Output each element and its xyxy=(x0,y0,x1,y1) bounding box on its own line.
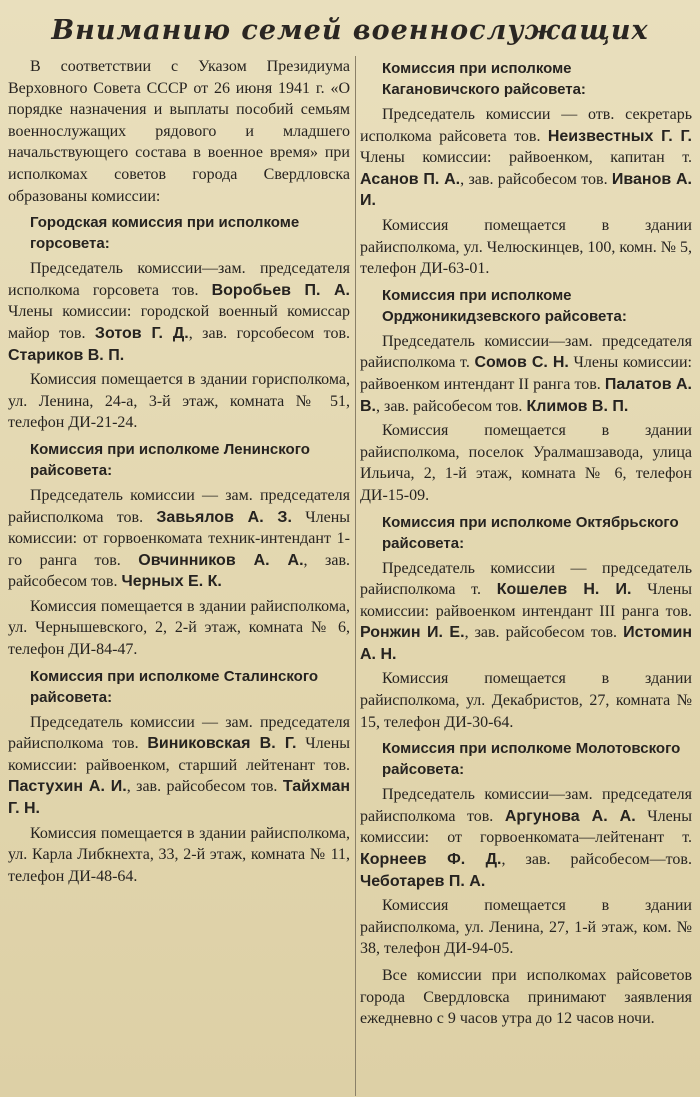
person-name: Сомов С. Н. xyxy=(474,354,569,372)
intro-paragraph: В соответствии с Указом Президиума Верховного Совета СССР от 26 июня 1941 г. «О порядке назначения и выплаты пособий семьям военнослужащих рядового и младшего начальствующего состава в военное время» при исполкомах советов города Свердловска образованы комиссии: xyxy=(8,58,350,205)
text-run: Члены комиссии: от горвоенкомата—лейтенант т. xyxy=(360,807,692,847)
text-run: , зав. райсобесом—тов. xyxy=(501,851,692,869)
text-run: Председатель комиссии — отв. секретарь исполкома райсовета тов. xyxy=(360,106,692,145)
members-paragraph xyxy=(360,558,692,666)
commission-gorsovet xyxy=(8,212,350,434)
members-paragraph xyxy=(8,485,350,593)
section-heading: Комиссия при исполкоме Октябрьского райсовета: xyxy=(382,513,679,552)
person-name: Палатов А. В. xyxy=(360,375,693,415)
article-title: Вниманию семей военнослужащих xyxy=(51,15,649,46)
text-run: Председатель комиссии — председатель райисполкома т. xyxy=(360,559,692,599)
location-paragraph: Комиссия помещается в здании райисполкома, ул. Декабристов, 27, комната № 15, телефон ДИ-30-64. xyxy=(360,670,692,731)
person-name: Виниковская В. Г. xyxy=(147,735,297,753)
members-paragraph xyxy=(360,104,692,212)
section-heading: Комиссия при исполкоме Орджоникидзевского райсовета: xyxy=(382,286,627,325)
text-run: , зав. райсобесом тов. xyxy=(8,551,350,591)
members-paragraph xyxy=(8,712,350,820)
text-run: Члены комиссии: райвоенком, старший лейтенант тов. xyxy=(8,735,351,774)
text-run: , зав. горсобесом тов. xyxy=(188,324,351,342)
members-paragraph xyxy=(8,258,350,366)
person-name: Асанов П. А. xyxy=(360,170,461,188)
location-paragraph: Комиссия помещается в здании горисполкома, ул. Ленина, 24-а, 3-й этаж, комната № 51, телефон ДИ-21-24. xyxy=(8,371,350,432)
text-run: , зав. райсобесом тов. xyxy=(376,397,527,415)
person-name: Воробьев П. А. xyxy=(211,281,350,299)
location-paragraph: Комиссия помещается в здании райисполкома, ул. Чернышевского, 2, 2-й этаж, комната № 6, телефон ДИ-84-47. xyxy=(8,597,350,659)
person-name: Чеботарев П. А. xyxy=(360,872,486,890)
section-heading: Комиссия при исполкоме Сталинского райсовета: xyxy=(30,667,319,706)
closing-paragraph: Все комиссии при исполкомах райсоветов города Свердловска принимают заявления ежедневно с 9 часов утра до 12 часов ночи. xyxy=(360,967,692,1028)
person-name: Пастухин А. И. xyxy=(8,778,127,796)
commission-molotovsky xyxy=(360,738,692,960)
members-paragraph xyxy=(360,784,692,892)
commission-oktyabrsky xyxy=(360,512,692,734)
person-name: Аргунова А. А. xyxy=(504,807,636,825)
text-run: Члены комиссии: райвоенком интендант III ранга тов. xyxy=(360,581,692,620)
location-paragraph: Комиссия помещается в здании райисполкома, поселок Уралмашзавода, улица Ильича, 2, 1-й этаж, комната № 6, телефон ДИ-15-09. xyxy=(360,422,692,504)
location-paragraph: Комиссия помещается в здании райисполкома, ул. Ленина, 27, 1-й этаж, ком. № 38, телефон ДИ-94-05. xyxy=(360,897,692,958)
column-divider xyxy=(355,56,356,1096)
person-name: Кошелев Н. И. xyxy=(496,581,632,599)
section-heading: Комиссия при исполкоме Кагановичского райсовета: xyxy=(382,60,586,98)
text-run: Члены комиссии: от горвоенкомата техник-интендант 1-го ранга тов. xyxy=(8,508,350,569)
person-name: Завьялов А. З. xyxy=(156,508,292,526)
commission-stalinsky xyxy=(8,666,350,888)
text-run: Члены комиссии: райвоенком, капитан т. xyxy=(360,149,692,167)
right-column xyxy=(360,56,692,1096)
person-name: Неизвестных Г. Г. xyxy=(547,127,692,145)
article-columns xyxy=(8,56,692,1096)
person-name: Черных Е. К. xyxy=(121,573,222,591)
commission-leninsky xyxy=(8,439,350,661)
members-paragraph xyxy=(360,331,692,417)
section-heading: Комиссия при исполкоме Ленинского райсовета: xyxy=(30,440,310,479)
text-run: , зав. райсобесом тов. xyxy=(460,170,612,188)
text-run: Члены комиссии: райвоенком интендант II ранга тов. xyxy=(360,354,693,393)
person-name: Овчинников А. А. xyxy=(138,551,304,569)
text-run: Председатель комиссии — зам. председателя райисполкома тов. xyxy=(8,486,350,526)
person-name: Зотов Г. Д. xyxy=(94,324,189,342)
text-run: , зав. райсобесом тов. xyxy=(126,778,283,796)
text-run: Председатель комиссии—зам. председателя исполкома горсовета тов. xyxy=(8,260,350,299)
text-run: Председатель комиссии — зам. председателя райисполкома тов. xyxy=(8,713,350,753)
commission-kaganovichsky xyxy=(360,58,692,280)
left-column xyxy=(8,56,350,1096)
person-name: Корнеев Ф. Д. xyxy=(360,851,502,869)
text-run: Члены комиссии: городской военный комиссар майор тов. xyxy=(8,303,350,342)
person-name: Климов В. П. xyxy=(526,397,629,415)
person-name: Ронжин И. Е. xyxy=(360,624,465,642)
section-heading: Городская комиссия при исполкоме горсовета: xyxy=(30,214,300,253)
section-heading: Комиссия при исполкоме Молотовского райсовета: xyxy=(382,740,681,779)
text-run: Председатель комиссии—зам. председателя райисполкома т. xyxy=(360,332,692,372)
commission-ordzhonikidzevsky xyxy=(360,285,692,507)
text-run: , зав. райсобесом тов. xyxy=(464,624,624,642)
person-name: Тайхман Г. Н. xyxy=(8,778,351,818)
location-paragraph: Комиссия помещается в здании райисполкома, ул. Карла Либкнехта, 33, 2-й этаж, комната № 11, телефон ДИ-48-64. xyxy=(8,824,350,885)
text-run: Председатель комиссии—зам. председателя райисполкома тов. xyxy=(360,786,692,825)
person-name: Иванов А. И. xyxy=(360,170,692,210)
person-name: Истомин А. Н. xyxy=(360,624,692,663)
person-name: Стариков В. П. xyxy=(8,346,125,364)
location-paragraph: Комиссия помещается в здании райисполкома, ул. Челюскинцев, 100, комн. № 5, телефон ДИ-63-01. xyxy=(360,216,692,278)
